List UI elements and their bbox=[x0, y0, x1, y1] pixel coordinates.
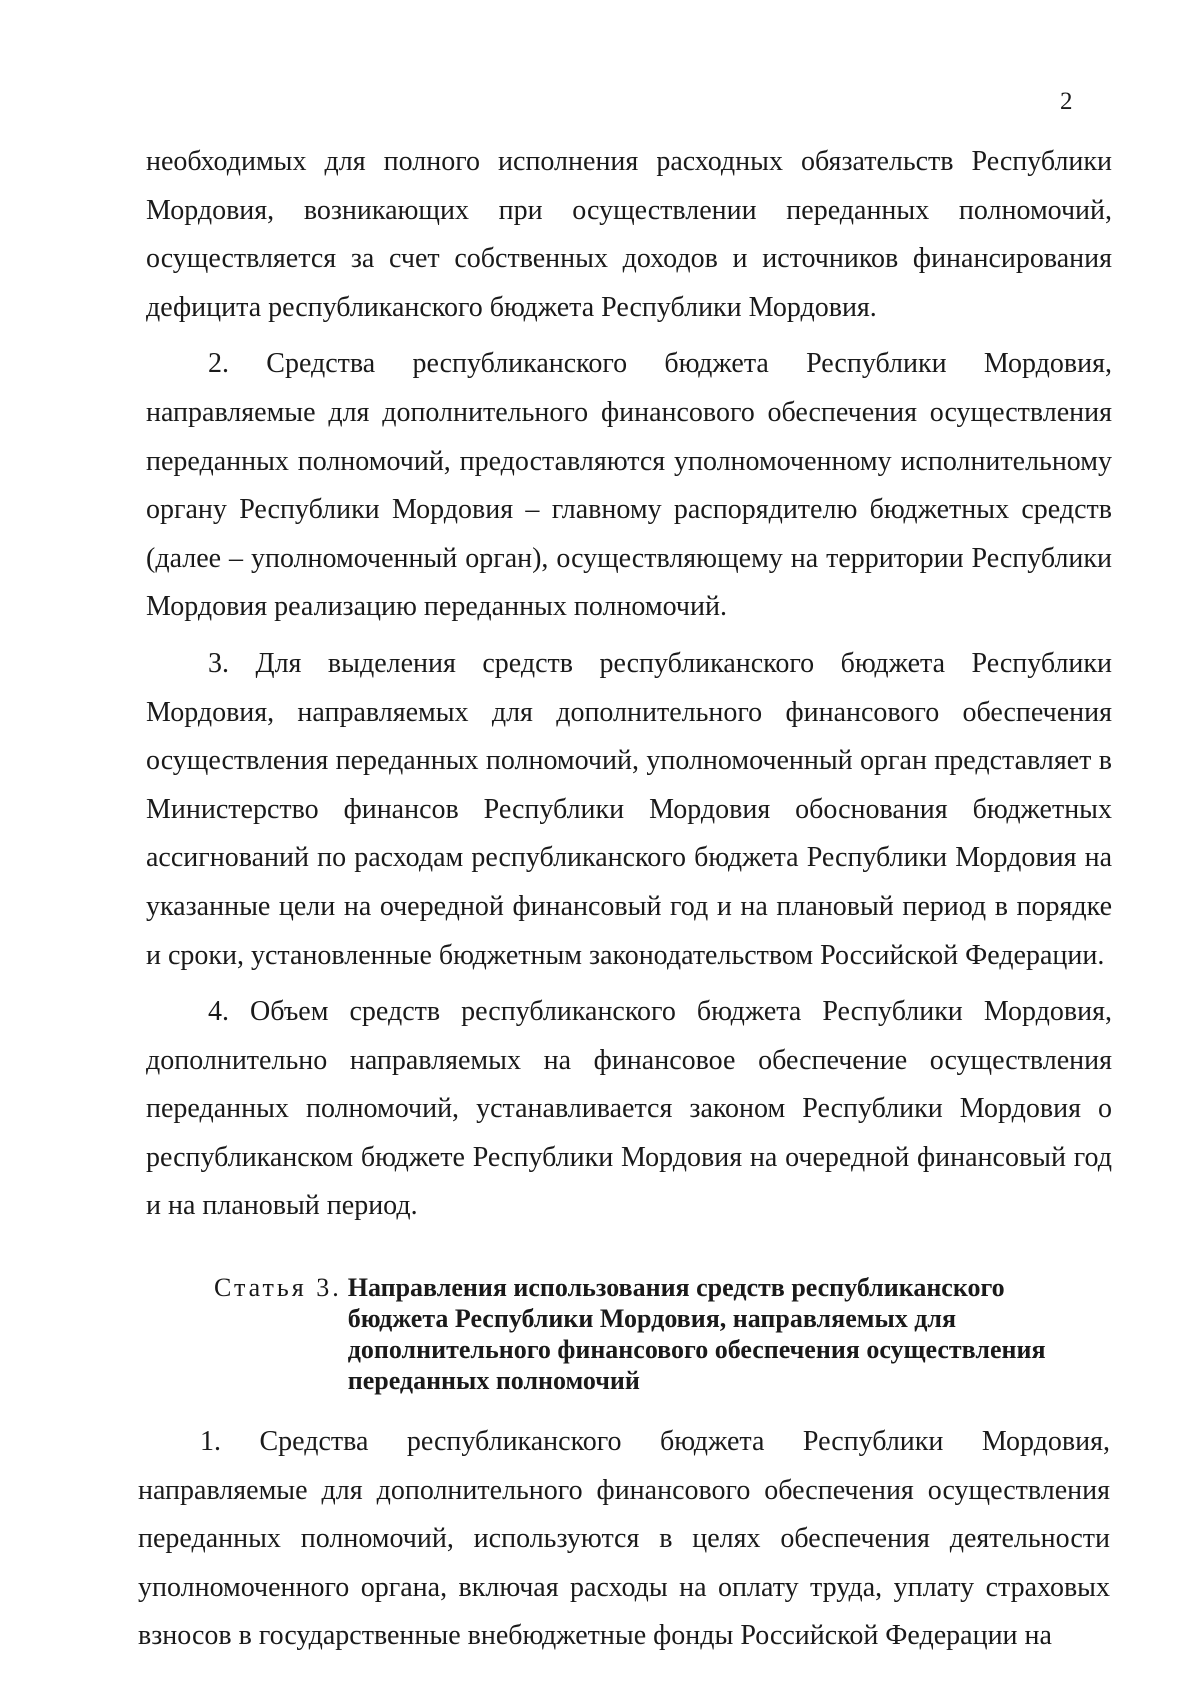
body-text-top bbox=[146, 138, 1112, 1231]
paragraph-2: 2. Средства республиканского бюджета Республики Мордовия, направляемые для дополнительного финансового обеспечения осуществления переданных полномочий, предоставляются уполномоченному исполнительному органу Республики Мордовия – главному распорядителю бюджетных средств (далее – уполномоченный орган), осуществляющему на территории Республики Мордовия реализацию переданных полномочий. bbox=[146, 348, 1112, 623]
body-text-bottom bbox=[138, 1418, 1110, 1661]
paragraph-continuation: необходимых для полного исполнения расходных обязательств Республики Мордовия, возникающих при осуществлении переданных полномочий, осуществляется за счет собственных доходов и источников финансирования дефицита республиканского бюджета Республики Мордовия. bbox=[146, 146, 1112, 323]
article-heading bbox=[214, 1272, 1114, 1396]
page-number: 2 bbox=[1060, 88, 1073, 115]
paragraph-4: 4. Объем средств республиканского бюджета Республики Мордовия, дополнительно направляемых на финансовое обеспечение осуществления переданных полномочий, устанавливается законом Республики Мордовия о республиканском бюджете Республики Мордовия на очередной финансовый год и на плановый период. bbox=[146, 996, 1112, 1222]
article-3-paragraph-1: 1. Средства республиканского бюджета Республики Мордовия, направляемые для дополнительного финансового обеспечения осуществления переданных полномочий, используются в целях обеспечения деятельности уполномоченного органа, включая расходы на оплату труда, уплату страховых взносов в государственные внебюджетные фонды Российской Федерации на bbox=[138, 1426, 1110, 1652]
paragraph-3: 3. Для выделения средств республиканского бюджета Республики Мордовия, направляемых для дополнительного финансового обеспечения осуществления переданных полномочий, уполномоченный орган представляет в Министерство финансов Республики Мордовия обоснования бюджетных ассигнований по расходам республиканского бюджета Республики Мордовия на указанные цели на очередной финансовый год и на плановый период в порядке и сроки, установленные бюджетным законодательством Российской Федерации. bbox=[146, 647, 1112, 971]
article-title: Направления использования средств республиканского бюджета Республики Мордовия, направляемых для дополнительного финансового обеспечения осуществления переданных полномочий bbox=[347, 1273, 1046, 1395]
article-label: Статья 3. bbox=[214, 1273, 342, 1302]
